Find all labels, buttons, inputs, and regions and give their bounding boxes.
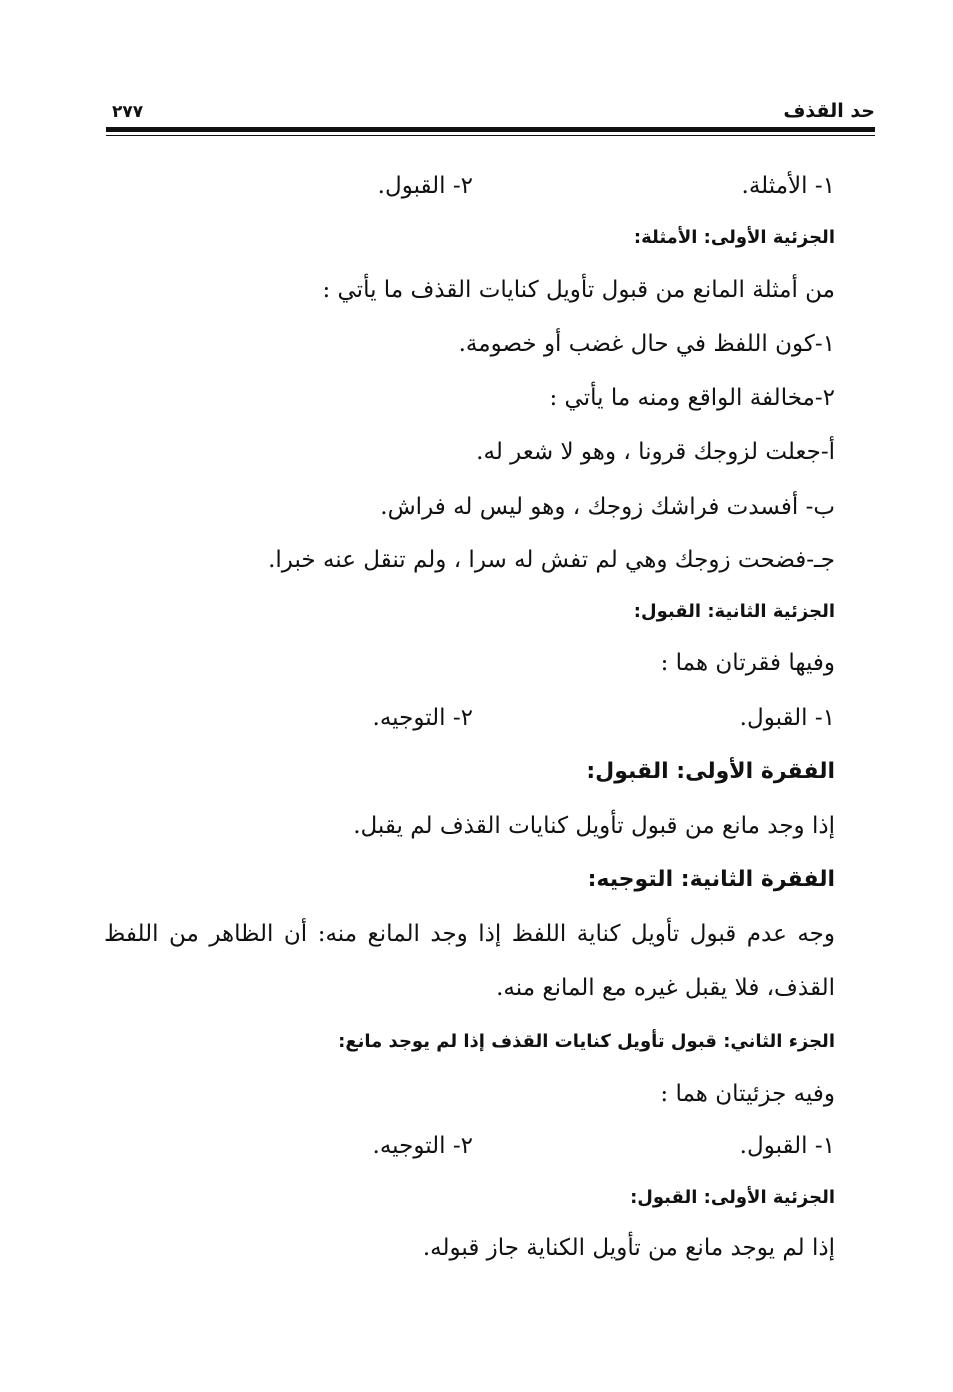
paragraph-line: إذا لم يوجد مانع من تأويل الكناية جاز قبوله. <box>422 1235 835 1261</box>
list-item-direction: ٢- التوجيه. <box>372 705 473 731</box>
paragraph-line: أ-جعلت لزوجك قرونا ، وهو لا شعر له. <box>476 439 835 465</box>
paragraph-line: ب- أفسدت فراشك زوجك ، وهو ليس له فراش. <box>380 494 835 520</box>
paragraph-line: إذا وجد مانع من قبول تأويل كنايات القذف لم يقبل. <box>353 813 835 839</box>
paragraph-line: وفيه جزئيتان هما : <box>660 1081 835 1107</box>
subheading-acceptance: الجزئية الأولى: القبول: <box>630 1187 835 1208</box>
list-item-acceptance: ٢- القبول. <box>377 173 473 199</box>
part-heading: الجزء الثاني: قبول تأويل كنايات القذف إذا لم يوجد مانع: <box>338 1031 835 1052</box>
running-header-title: حد القذف <box>783 100 875 122</box>
section-heading-acceptance: الفقرة الأولى: القبول: <box>586 759 835 784</box>
paragraph-line: القذف، فلا يقبل غيره مع المانع منه. <box>496 975 835 1001</box>
list-item-examples: ١- الأمثلة. <box>741 173 835 199</box>
list-item-direction: ٢- التوجيه. <box>372 1133 473 1159</box>
section-heading-direction: الفقرة الثانية: التوجيه: <box>587 867 835 892</box>
paragraph-line: من أمثلة المانع من قبول تأويل كنايات القذف ما يأتي : <box>322 277 835 303</box>
paragraph-line: وجه عدم قبول تأويل كناية اللفظ إذا وجد المانع منه: أن الظاهر من اللفظ <box>104 921 835 947</box>
subheading-examples: الجزئية الأولى: الأمثلة: <box>633 227 835 248</box>
page-number: ٢٧٧ <box>112 102 144 122</box>
list-item-acceptance: ١- القبول. <box>739 705 835 731</box>
header-rule-thin <box>106 135 875 136</box>
list-item-acceptance: ١- القبول. <box>739 1133 835 1159</box>
paragraph-line: ٢-مخالفة الواقع ومنه ما يأتي : <box>549 385 835 411</box>
paragraph-line: ١-كون اللفظ في حال غضب أو خصومة. <box>458 331 835 357</box>
paragraph-line: جـ-فضحت زوجك وهي لم تفش له سرا ، ولم تنقل عنه خبرا. <box>268 547 835 573</box>
header-rule-thick <box>106 127 875 132</box>
subheading-acceptance: الجزئية الثانية: القبول: <box>633 601 835 622</box>
paragraph-line: وفيها فقرتان هما : <box>660 650 835 676</box>
